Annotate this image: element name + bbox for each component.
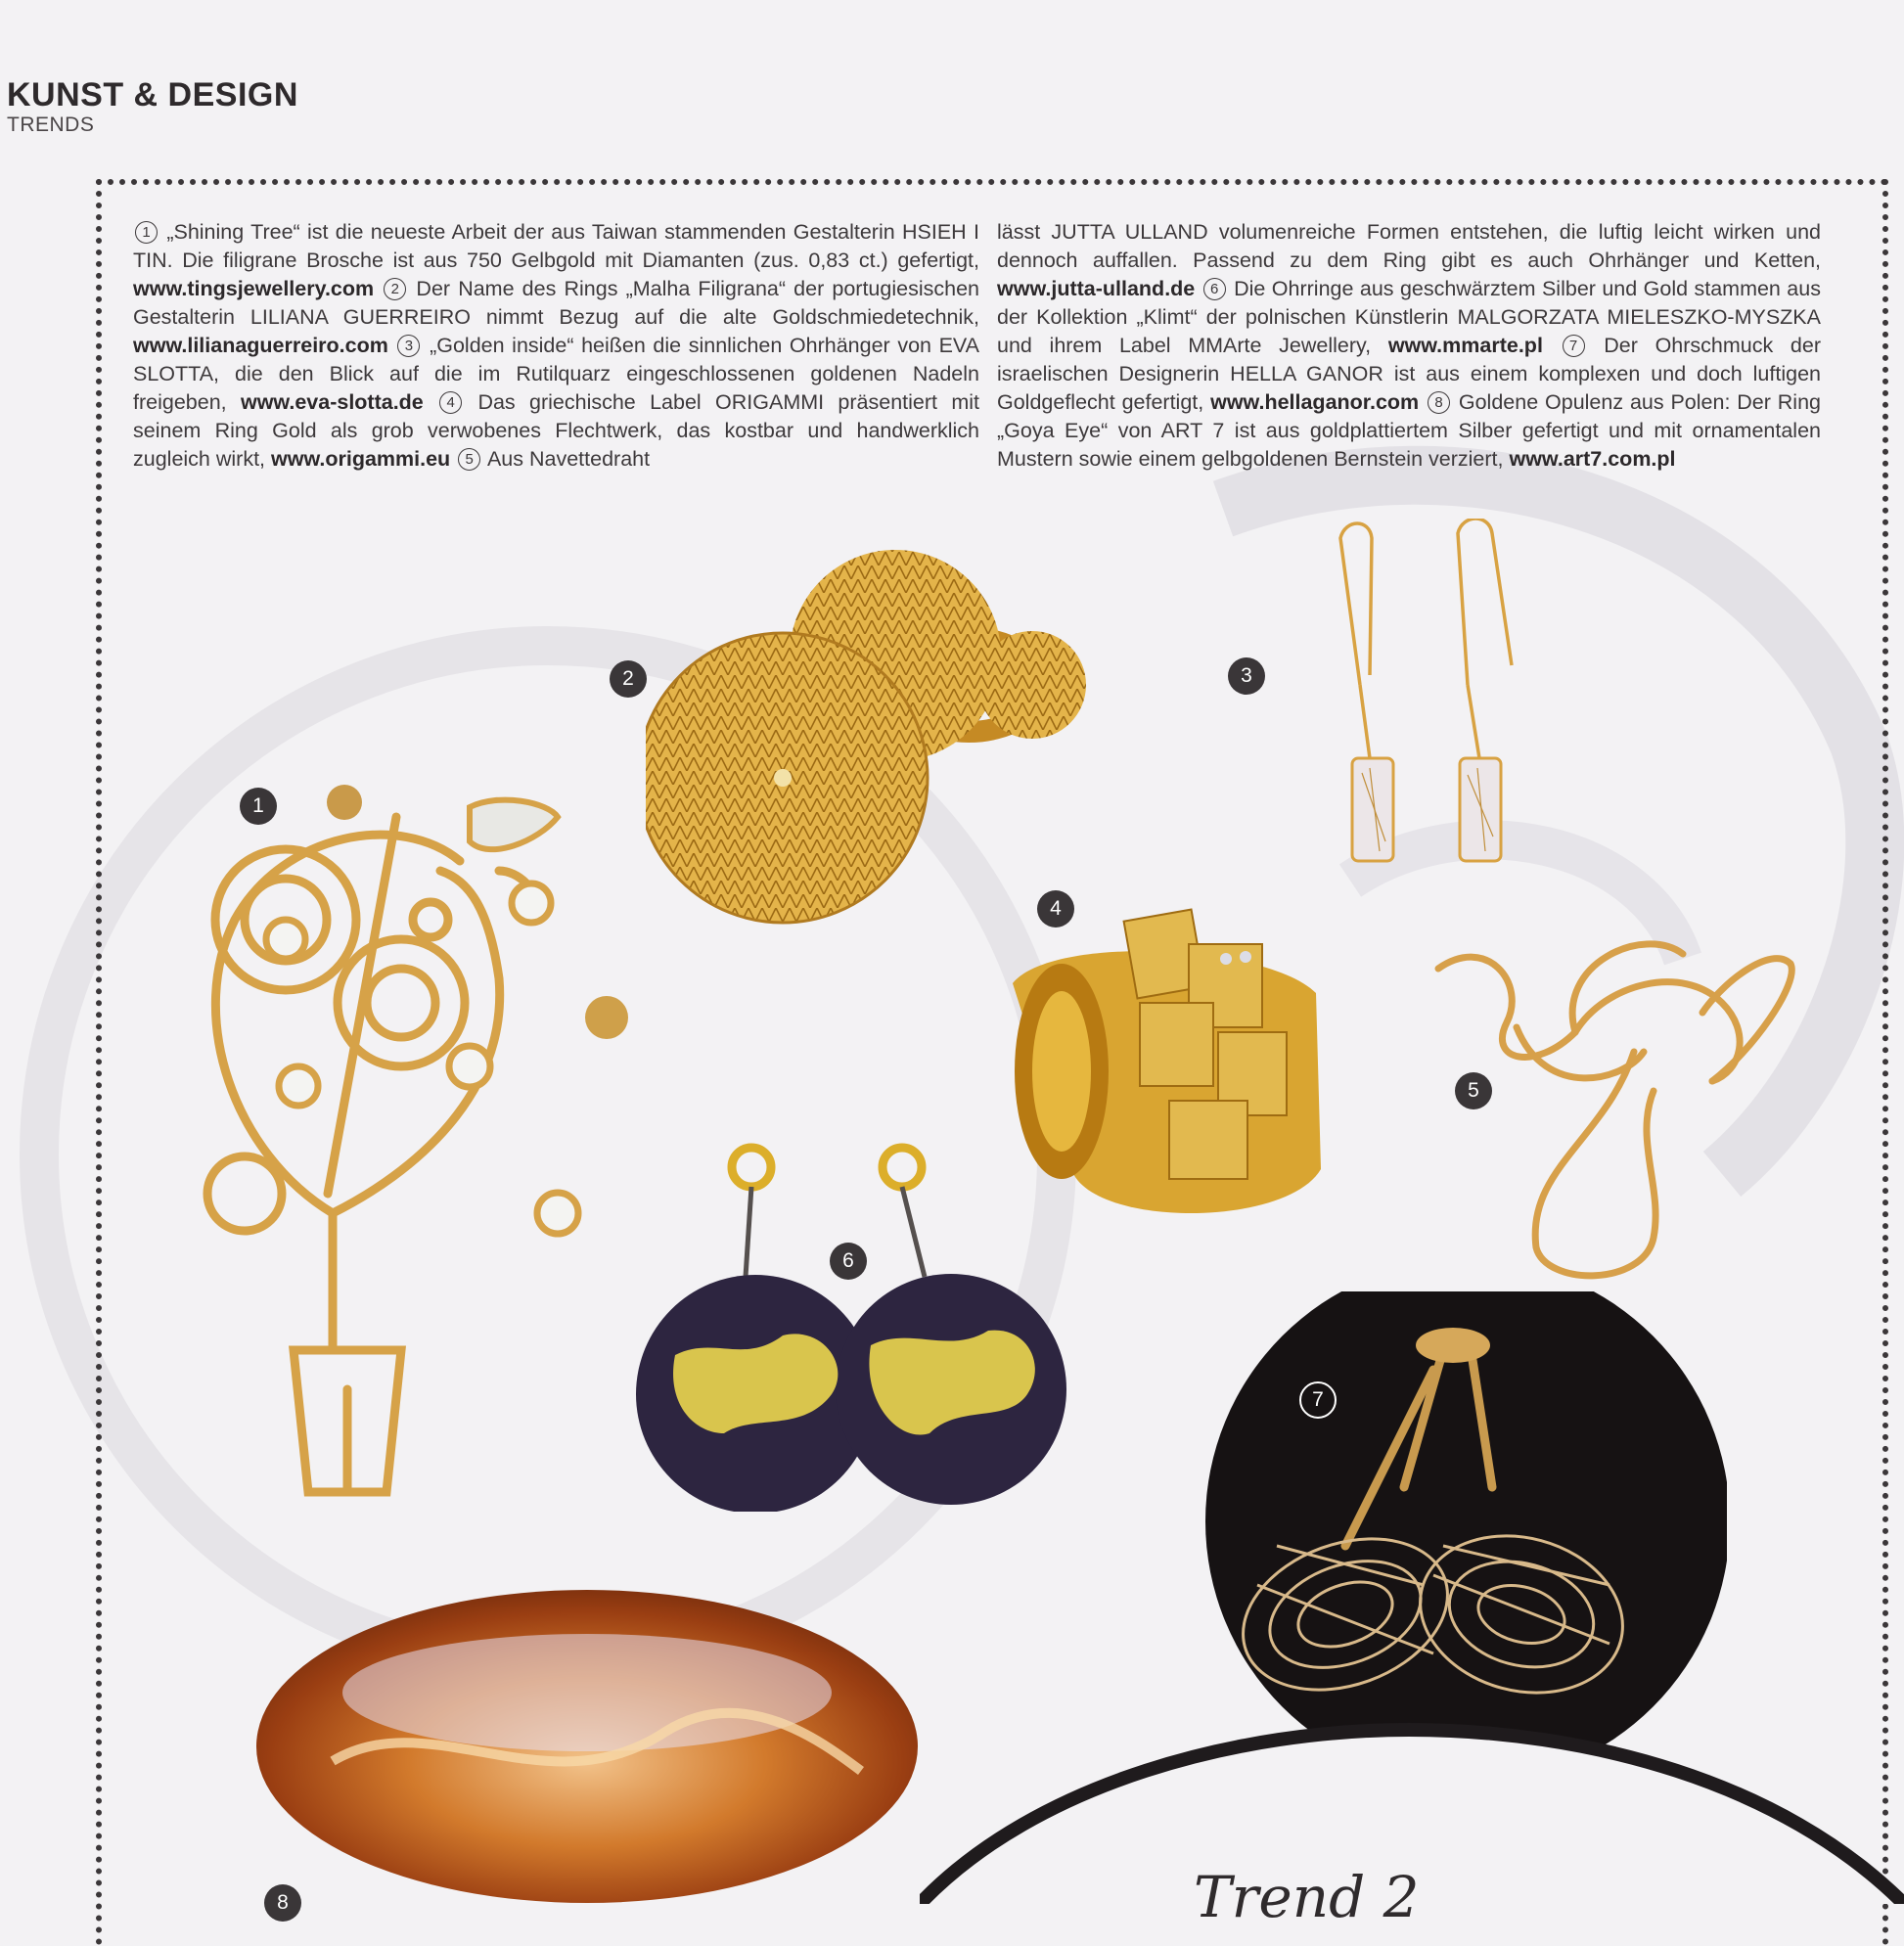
item-link-5[interactable]: www.jutta-ulland.de (997, 277, 1196, 300)
earrings-golden-inside-image (1311, 519, 1526, 939)
item-link-1[interactable]: www.tingsjewellery.com (133, 277, 375, 300)
article-column-right (997, 218, 1821, 474)
item-badge-3: 3 (1228, 657, 1265, 695)
item-badge-7: 7 (1299, 1381, 1337, 1419)
article-column-left (133, 218, 979, 474)
item-badge-4: 4 (1037, 890, 1074, 928)
earrings-klimt-image (636, 1140, 1096, 1512)
section-title: KUNST & DESIGN (7, 76, 298, 113)
item-number-6: 6 (1203, 278, 1226, 300)
item-link-7[interactable]: www.hellaganor.com (1210, 390, 1420, 414)
section-header (7, 76, 298, 137)
item-link-4[interactable]: www.origammi.eu (271, 447, 451, 471)
trend-label: Trend 2 (1194, 1864, 1420, 1930)
item-number-4: 4 (439, 391, 462, 414)
item-text-7: Der Ohrschmuck der israelischen Designerin HELLA GANOR ist aus einem komplexen und doch luftigen Goldgeflecht gefertigt, (997, 334, 1821, 414)
item-link-8[interactable]: www.art7.com.pl (1509, 447, 1676, 471)
section-subtitle: TRENDS (7, 113, 95, 136)
item-text-6: Die Ohrringe aus geschwärztem Silber und Gold stammen aus der Kollektion „Klimt“ der polnischen Künstlerin MALGORZATA MIELESZKO-MYSZKA und ihrem Label MMArte Jewellery, (997, 277, 1821, 357)
item-text-8: Goldene Opulenz aus Polen: Der Ring „Goya Eye“ von ART 7 ist aus goldplattiertem Silber gefertigt und mit ornamentalen Mustern sowie einem gelbgoldenen Bernstein verziert, (997, 390, 1821, 471)
item-badge-5: 5 (1455, 1072, 1492, 1109)
item-text-2: Der Name des Rings „Malha Filigrana“ der portugiesischen Gestalterin LILIANA GUERREIRO nimmt Bezug auf die alte Goldschmiedetechnik, (133, 277, 979, 329)
item-link-6[interactable]: www.mmarte.pl (1387, 334, 1543, 357)
item-badge-2: 2 (610, 660, 647, 698)
item-number-3: 3 (397, 335, 420, 357)
item-badge-6: 6 (830, 1243, 867, 1280)
item-badge-8: 8 (264, 1884, 301, 1922)
item-text-5: Aus Navettedraht (486, 447, 651, 471)
item-number-5: 5 (458, 448, 480, 471)
brooch-shining-tree-image (176, 763, 665, 1526)
item-link-2[interactable]: www.lilianaguerreiro.com (133, 334, 388, 357)
item-text-1: „Shining Tree“ ist die neueste Arbeit der aus Taiwan stammenden Gestalterin HSIEH I TIN. Die filigrane Brosche ist aus 750 Gelbgold mit Diamanten (zus. 0,83 ct.) gefertigt, (133, 220, 979, 272)
earrings-hella-ganor-image (1199, 1291, 1727, 1751)
ring-jutta-ulland-image (1428, 925, 1820, 1296)
item-text-3: „Golden inside“ heißen die sinnlichen Ohrhänger von EVA SLOTTA, die den Blick auf die im Rutilquarz eingeschlossenen goldenen Nadeln freigeben, (133, 334, 980, 414)
item-badge-1: 1 (240, 788, 277, 825)
item-link-3[interactable]: www.eva-slotta.de (240, 390, 424, 414)
item-number-1: 1 (135, 221, 158, 244)
item-text-4: Das griechische Label ORIGAMMI präsentiert mit seinem Ring Gold als grob verwobenes Flechtwerk, das kostbar und handwerklich zugleich wirkt, (133, 390, 980, 471)
item-number-7: 7 (1563, 335, 1585, 357)
item-text-5-cont: lässt JUTTA ULLAND volumenreiche Formen entstehen, die luftig leicht wirken und dennoch auffallen. Passend zu dem Ring gibt es auch Ohrhänger und Ketten, (997, 220, 1821, 272)
ring-goya-eye-image (254, 1585, 920, 1904)
item-number-2: 2 (384, 278, 406, 300)
item-number-8: 8 (1428, 391, 1450, 414)
